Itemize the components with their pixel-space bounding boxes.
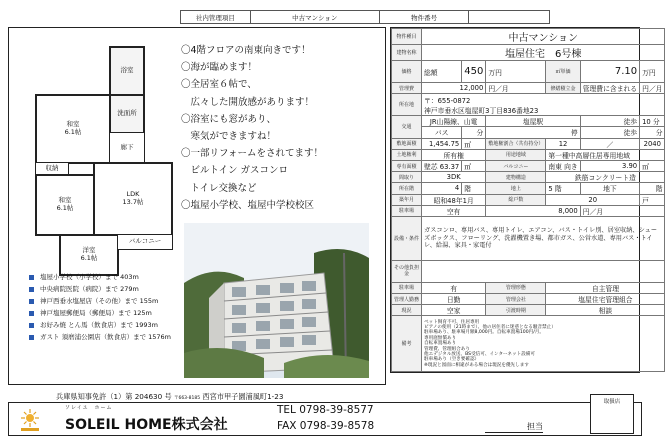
room-washitsu-2: [35, 174, 95, 236]
room-size: 13.7帖: [122, 198, 144, 206]
sqm-price-value: 7.10: [580, 61, 639, 83]
balcony-unit: ㎡: [640, 160, 665, 171]
mgmt-form-value: 自主管理: [546, 282, 665, 293]
room-name: 洗面所: [117, 109, 137, 118]
feature-line: 〇浴室にも窓があり、: [181, 113, 277, 125]
feature-line: 寒気ができますね！: [181, 131, 277, 143]
nearby-text: 中央病院医院（病院）まで 279m: [40, 284, 139, 293]
bus-unit: 分: [462, 127, 486, 138]
square-bullet-icon: [29, 275, 34, 280]
feature-line: 〇一部リフォームをされてます！: [181, 148, 324, 160]
parking-fee-unit: 円／月: [580, 205, 665, 216]
price-value: 450: [462, 61, 486, 83]
units-label: 総戸数: [486, 194, 546, 205]
status-value: 空家: [422, 305, 486, 316]
parking2-value: 有: [422, 282, 486, 293]
license-address: 西宮市甲子園浦風町1-23: [202, 392, 284, 401]
sun-logo-icon: [15, 407, 45, 433]
basement-label: 地下: [580, 183, 639, 194]
room-size: 6.1帖: [56, 204, 74, 212]
fax-number: FAX 0798-39-8578: [277, 420, 375, 432]
type-value: 中古マンション: [422, 29, 665, 45]
floor-unit: 階: [462, 183, 486, 194]
address-line: 神戸市垂水区塩屋町3丁目836番地23: [424, 106, 539, 115]
attendance-label: 管理人勤務: [392, 294, 422, 305]
layout-label: 間取り: [392, 172, 422, 183]
walk-prefix: 徒歩: [580, 116, 639, 127]
area-number: 63.37: [439, 163, 460, 172]
room-name: LDK: [126, 190, 140, 199]
units-unit: 戸: [640, 194, 665, 205]
type-label: 物件種目: [392, 29, 422, 45]
nearby-text: ガスト 須磨浦公園店（飲食店）まで 1576m: [40, 332, 172, 341]
notes-value: ペット飼育不可、住居専用 ピアノの使用（21時まで）、他の居住者に迷惑となる騒音禁止） 駐車場あり、駐車場月額8,000円。自転車置場100円/月。 専用庭無償あり 自転車置場あり 管理費、管理組合あり 他エデジタル放送、BS受信可、インターネット設備可 駐車場あり（空き要確認） ※現況と図面に相違がある場合は現況を優先します: [422, 316, 665, 372]
property-no: [469, 11, 549, 23]
balcony-dir-suffix: 向き: [564, 163, 578, 172]
nearby-text: 神戸塩屋郵便局（郵便局）まで 125m: [40, 308, 152, 317]
square-bullet-icon: [29, 335, 34, 340]
room-name: 和室: [66, 120, 80, 129]
share-sep: ／: [580, 138, 639, 149]
structure-value: 鉄筋コンクリート造: [546, 172, 665, 183]
walk-unit: 分: [652, 118, 660, 127]
balcony-direction: [546, 160, 580, 171]
nearby-text: 神戸西垂水塩屋店（その他）まで 155m: [40, 296, 159, 305]
stories-number: 5: [548, 185, 553, 194]
balcony-label: バルコニー: [486, 160, 546, 171]
feature-line: 広々した開放感があります！: [181, 96, 315, 108]
address-value: [422, 94, 665, 116]
footer: [8, 392, 642, 436]
room-bath: [109, 46, 145, 96]
floor-label: 所在階: [392, 183, 422, 194]
stop-label: 停: [486, 127, 580, 138]
share-den: 2040: [640, 138, 665, 149]
square-bullet-icon: [29, 287, 34, 292]
mgmt-label: 社内管理項目: [181, 11, 251, 23]
license-postcode: 〒663-8185: [173, 396, 201, 401]
rights-value: 所有権: [422, 149, 486, 160]
line-name: JR山陽線、山電: [422, 116, 486, 127]
category: 中古マンション: [251, 11, 380, 23]
room-size: 6.1帖: [80, 254, 98, 262]
handover-value: 相談: [546, 305, 665, 316]
price-prefix: 総額: [422, 61, 462, 83]
area-label: 専有面積: [392, 160, 422, 171]
license-line: [56, 392, 283, 402]
units-value: 20: [546, 194, 640, 205]
nearby-item: [29, 272, 189, 284]
floor-plan: [17, 36, 187, 281]
other-value: [422, 260, 665, 282]
feature-line: 〇塩屋小学校、塩屋中学校校区: [181, 199, 315, 211]
parking-status: 空有: [422, 205, 486, 216]
room-ldk: [93, 162, 173, 236]
repair-value: 管理費に含まれる: [580, 83, 639, 94]
walk2-unit: 分: [640, 127, 665, 138]
notes-label: 備考: [392, 316, 422, 372]
feature-line: 〇4階フロアの南東向きです！: [181, 45, 311, 56]
stamp-label: 取扱店: [603, 399, 621, 405]
facilities-label: 設備・条件: [392, 216, 422, 260]
room-name: 浴室: [120, 66, 134, 75]
building-photo: [184, 223, 369, 378]
walk-time: [640, 116, 665, 127]
repair-label: 修繕積立金: [546, 83, 580, 94]
layout-value: 3DK: [422, 172, 486, 183]
company-name: SOLEIL HOME株式会社: [65, 417, 228, 433]
stories-value: [546, 183, 580, 194]
built-label: 築年月: [392, 194, 422, 205]
nearby-item: [29, 284, 189, 296]
share-num: 12: [546, 138, 580, 149]
feature-line: ビルトイン ガスコンロ: [181, 165, 289, 177]
management-bar: [180, 10, 550, 24]
room-washitsu-1: [35, 94, 111, 164]
share-label: 敷地権割合（共有持分）: [486, 138, 546, 149]
area-unit: ㎡: [462, 160, 486, 171]
mgmt-form-label: 管理形態: [486, 282, 546, 293]
square-bullet-icon: [29, 299, 34, 304]
parking2-label: 駐車場: [392, 282, 422, 293]
stories-label: 地上: [486, 183, 546, 194]
feature-line: トイレ交換など: [181, 182, 257, 194]
room-name: 収納: [45, 164, 59, 173]
room-name: 廊下: [120, 143, 134, 152]
floor-value: 4: [422, 183, 462, 194]
attendance-value: 日勤: [422, 294, 486, 305]
repair-unit: 円／月: [640, 83, 665, 94]
land-value: 1,454.75: [422, 138, 462, 149]
other-label: その他負担金: [392, 260, 422, 282]
room-name: バルコニー: [128, 237, 162, 246]
price-unit: 万円: [486, 61, 546, 83]
left-panel: [8, 27, 386, 385]
building-label: 建物名称: [392, 45, 422, 61]
sqm-price-label: ㎡単価: [546, 61, 580, 83]
staff-label: 担当: [485, 421, 543, 433]
building-name: 塩屋住宅 6号棟: [422, 45, 665, 61]
bus-label: バス: [422, 127, 462, 138]
rights-label: 土地権利: [392, 149, 422, 160]
zoning-value: 第一種中高層住居専用地域: [546, 149, 665, 160]
property-no-label: 物件番号: [380, 11, 470, 23]
feature-list: [181, 42, 381, 214]
company-ruby: ソレイユ ホーム: [65, 405, 113, 411]
nearby-text: 塩屋小学校（小学校）まで 403m: [40, 273, 139, 281]
nearby-item: [29, 332, 189, 344]
walk2-prefix: 徒歩: [580, 127, 639, 138]
transport-label: 交通: [392, 116, 422, 138]
built-value: 昭和48年1月: [422, 194, 486, 205]
room-balcony: [117, 234, 173, 250]
structure-label: 建物構造: [486, 172, 546, 183]
balcony-dir: 南東: [548, 163, 562, 172]
room-hallway: [109, 132, 145, 164]
nearby-text: お好み焼 とん馬（飲食店）まで 1993m: [40, 320, 159, 329]
feature-line: 〇全居室６帖で、: [181, 79, 257, 91]
mgmt-fee-unit: 円／月: [486, 83, 546, 94]
room-name: 洋室: [82, 246, 96, 255]
land-unit: ㎡: [462, 138, 486, 149]
nearby-facilities: [29, 272, 189, 343]
balcony-area: 3.90: [580, 160, 639, 171]
square-bullet-icon: [29, 311, 34, 316]
parking-label: 駐車場: [392, 205, 422, 216]
nearby-item: [29, 296, 189, 308]
nearby-item: [29, 308, 189, 320]
mgmt-company-label: 管理会社: [486, 294, 546, 305]
nearby-item: [29, 320, 189, 332]
sqm-price-unit: 万円: [640, 61, 665, 83]
postcode: 〒：655-0872: [424, 96, 471, 105]
spec-table: [390, 27, 663, 373]
address-label: 所在地: [392, 94, 422, 116]
status-label: 現況: [392, 305, 422, 316]
square-bullet-icon: [29, 323, 34, 328]
tel-number: TEL 0798-39-8577: [277, 404, 374, 416]
area-type: 壁芯: [424, 163, 438, 172]
license-number: 兵庫県知事免許（1）第 204630 号: [56, 392, 172, 401]
room-name: 和室: [58, 196, 72, 205]
walk-value: 10: [642, 118, 651, 127]
price-label: 価格: [392, 61, 422, 83]
company-box: [8, 402, 642, 436]
area-value: [422, 160, 462, 171]
mgmt-fee-value: 12,000: [422, 83, 486, 94]
room-washroom: [109, 94, 145, 134]
mgmt-company-value: 塩屋住宅管理組合: [546, 294, 665, 305]
parking-fee: 8,000: [486, 205, 580, 216]
agent-stamp-box: [590, 394, 634, 434]
mgmt-fee-label: 管理費: [392, 83, 422, 94]
room-size: 6.1帖: [64, 128, 82, 136]
basement-unit: 階: [640, 183, 665, 194]
room-youshitsu: [59, 234, 119, 276]
building-photo-illustration: [184, 223, 369, 378]
stories-unit: 階: [554, 185, 562, 194]
facilities-value: ガスコンロ、専用バス、専用トイレ、エアコン、バス・トイレ別、居室収納、シューズボックス、フローリング、洗濯機置き場、都市ガス、公営水道、専用バス・トイレ、給湯、家具・家電付: [422, 216, 665, 260]
zoning-label: 用途地域: [486, 149, 546, 160]
handover-label: 引渡時期: [486, 305, 546, 316]
station-name: 塩屋駅: [486, 116, 580, 127]
land-label: 敷地面積: [392, 138, 422, 149]
feature-line: 〇海が臨めます！: [181, 62, 258, 74]
